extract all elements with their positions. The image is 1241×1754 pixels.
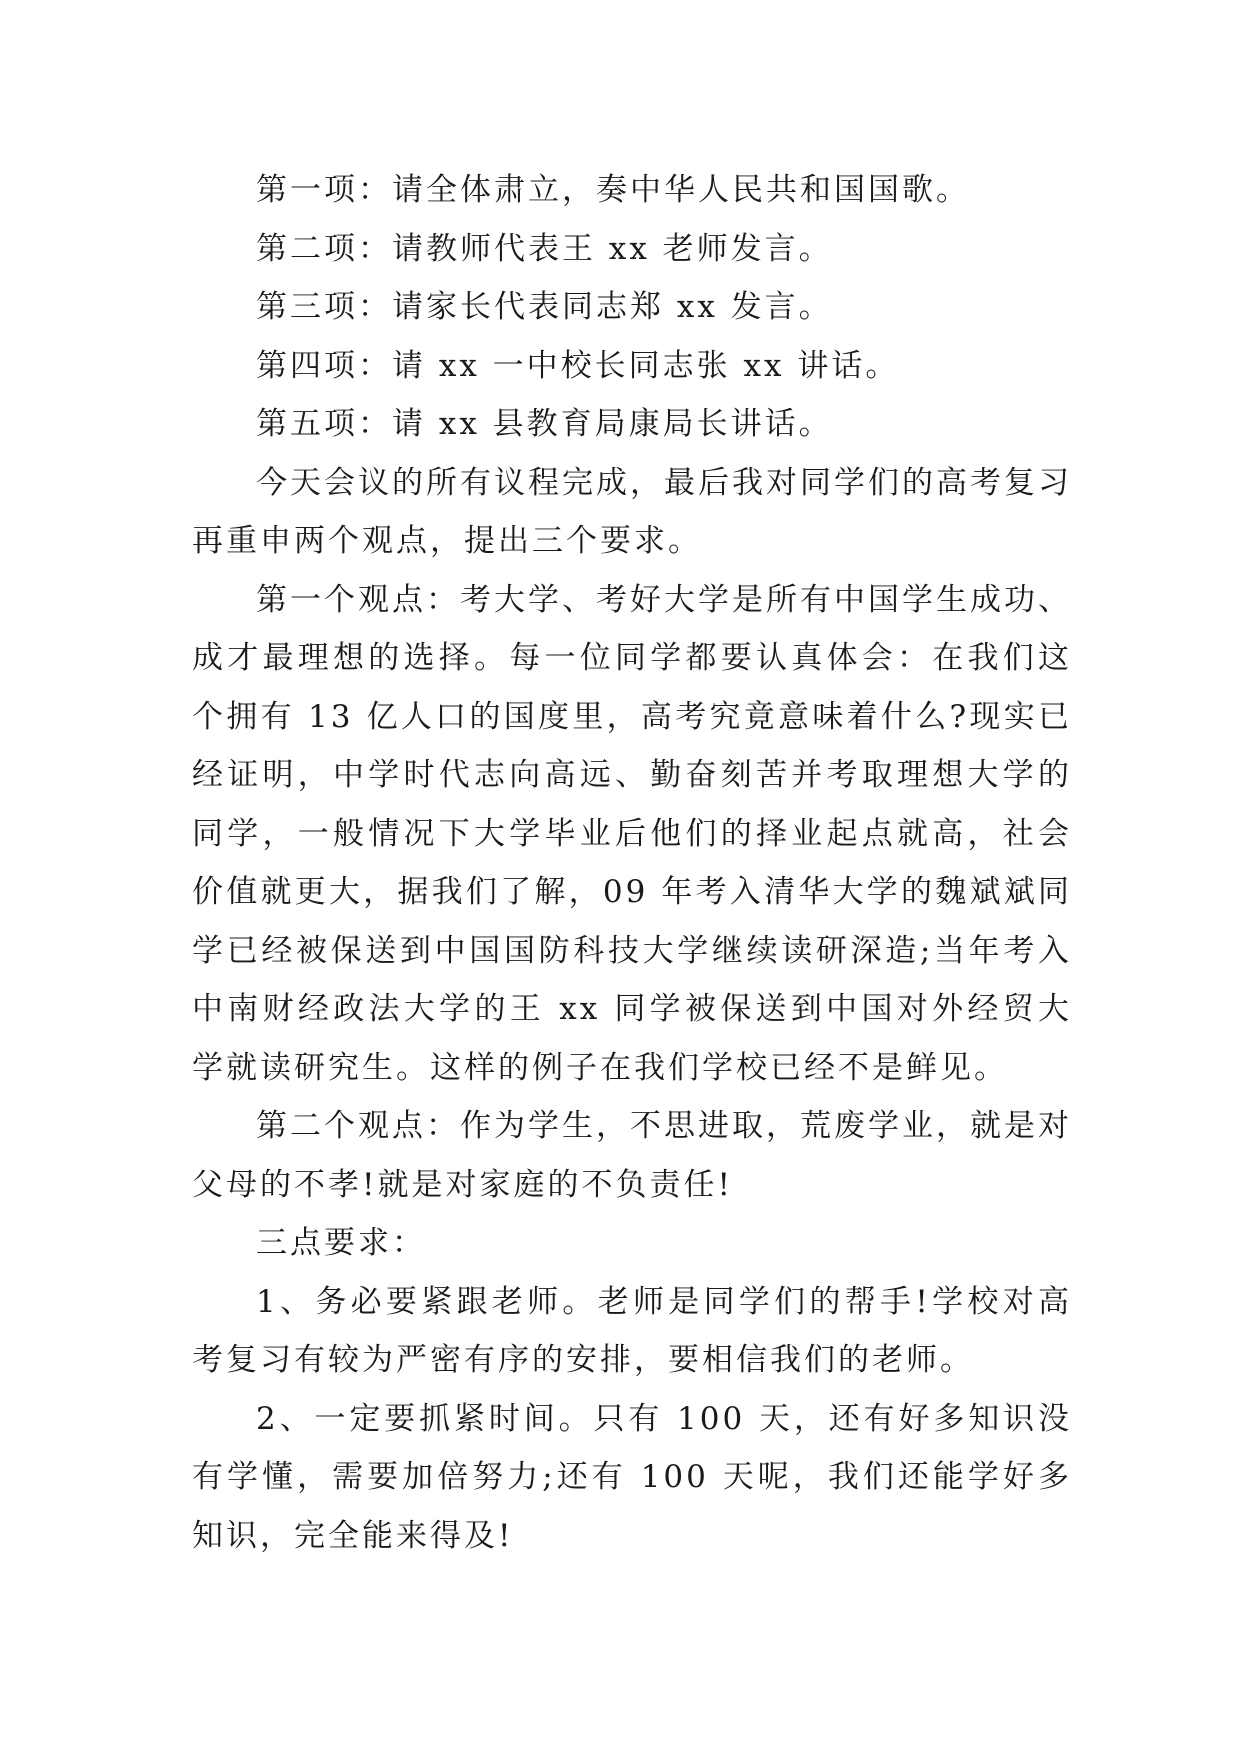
paragraph-agenda-item-5: 第五项：请 xx 县教育局康局长讲话。 xyxy=(256,406,833,442)
document-body xyxy=(192,161,1072,1565)
paragraph-agenda-item-4: 第四项：请 xx 一中校长同志张 xx 讲话。 xyxy=(256,347,900,384)
paragraph-agenda-item-1: 第一项：请全体肃立，奏中华人民共和国国歌。 xyxy=(256,172,970,208)
paragraph-requirement-2: 2、一定要抓紧时间。只有 100 天，还有好多知识没有学懂，需要加倍努力;还有 100 天呢，我们还能学好多知识，完全能来得及! xyxy=(192,1400,1072,1554)
paragraph-viewpoint-1: 第一个观点：考大学、考好大学是所有中国学生成功、成才最理想的选择。每一位同学都要认真体会：在我们这个拥有 13 亿人口的国度里，高考究竟意味着什么?现实已经证明，中学时代志向高远、勤奋刻苦并考取理想大学的同学，一般情况下大学毕业后他们的择业起点就高，社会价值就更大，据我们了解，09 年考入清华大学的魏斌斌同学已经被保送到中国国防科技大学继续读研深造;当年考入中南财经政法大学的王 xx 同学被保送到中国对外经贸大学就读研究生。这样的例子在我们学校已经不是鲜见。 xyxy=(192,581,1072,1086)
paragraph-requirements-heading: 三点要求： xyxy=(256,1225,426,1261)
paragraph-viewpoint-2: 第二个观点：作为学生，不思进取，荒废学业，就是对父母的不孝!就是对家庭的不负责任! xyxy=(192,1108,1072,1203)
paragraph-agenda-item-3: 第三项：请家长代表同志郑 xx 发言。 xyxy=(256,289,833,325)
paragraph-requirement-1: 1、务必要紧跟老师。老师是同学们的帮手!学校对高考复习有较为严密有序的安排，要相信我们的老师。 xyxy=(192,1283,1072,1378)
paragraph-agenda-item-2: 第二项：请教师代表王 xx 老师发言。 xyxy=(256,230,833,267)
paragraph-summary: 今天会议的所有议程完成，最后我对同学们的高考复习再重申两个观点，提出三个要求。 xyxy=(192,464,1072,559)
